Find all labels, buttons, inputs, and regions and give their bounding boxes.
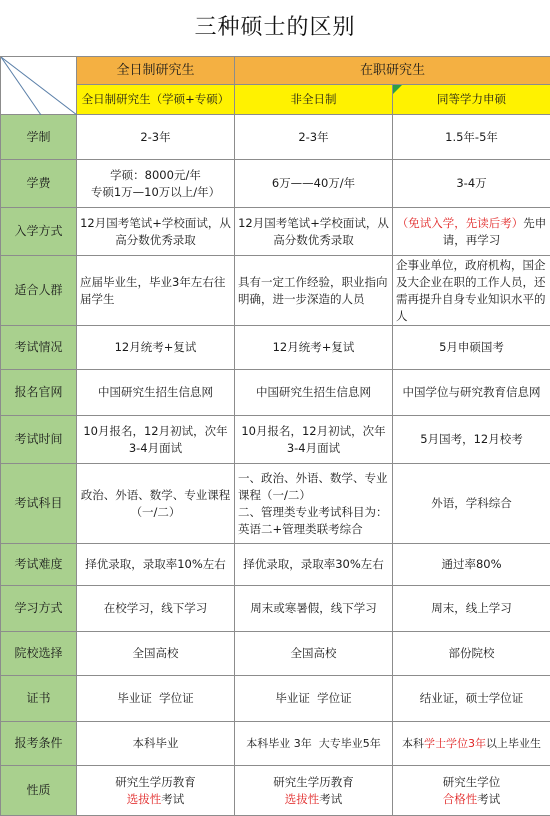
green-corner-flag-icon xyxy=(393,85,403,95)
cell: 1.5年-5年 xyxy=(393,115,550,160)
row-label-certificate: 证书 xyxy=(1,676,77,722)
cell xyxy=(77,766,235,816)
cell-line: 研究生学历教育 xyxy=(273,774,354,789)
cell xyxy=(77,160,235,208)
cell-text: 以上毕业生 xyxy=(486,737,541,750)
cell-text: 考试 xyxy=(477,791,501,806)
cell: 10月报名，12月初试，次年3-4月面试 xyxy=(235,416,393,464)
row-label-audience: 适合人群 xyxy=(1,256,77,326)
corner-cell xyxy=(1,57,77,115)
highlight-text: 选拔性 xyxy=(284,791,320,806)
header-inservice: 在职研究生 xyxy=(235,57,550,85)
cell-line: 学硕：8000元/年 xyxy=(110,167,201,182)
cell-line: 研究生学位 xyxy=(442,774,501,789)
highlight-text: 学士学位3年 xyxy=(424,737,486,750)
cell: 6万——40万/年 xyxy=(235,160,393,208)
cell-line xyxy=(80,791,231,808)
cell: 企事业单位，政府机构，国企及大企业在职的工作人员，还需再提升自身专业知识水平的人 xyxy=(393,256,550,326)
row-label-exam-time: 考试时间 xyxy=(1,416,77,464)
comparison-table xyxy=(0,56,550,816)
highlight-text: 选拔性 xyxy=(126,791,162,806)
cell-text: 先申请，再学习 xyxy=(442,215,547,247)
row-label-schools: 院校选择 xyxy=(1,632,77,676)
cell: 5月国考，12月校考 xyxy=(393,416,550,464)
cell: 本科毕业 xyxy=(77,722,235,766)
cell: 在校学习，线下学习 xyxy=(77,586,235,632)
cell-line: 专硕1万—10万以上/年） xyxy=(90,184,221,199)
cell: 毕业证 学位证 xyxy=(235,676,393,722)
row-label-exam-type: 考试情况 xyxy=(1,326,77,370)
subheader-fulltime: 全日制研究生（学硕+专硕） xyxy=(77,85,235,115)
cell: 部份院校 xyxy=(393,632,550,676)
row-label-admission: 入学方式 xyxy=(1,208,77,256)
cell: 中国研究生招生信息网 xyxy=(235,370,393,416)
cell: 具有一定工作经验，职业指向明确，进一步深造的人员 xyxy=(235,256,393,326)
row-label-tuition: 学费 xyxy=(1,160,77,208)
cell: 结业证，硕士学位证 xyxy=(393,676,550,722)
cell: 政治、外语、数学、专业课程（一/二） xyxy=(77,464,235,544)
highlight-text: （免试入学，先读后考） xyxy=(396,215,524,230)
cell: 外语，学科综合 xyxy=(393,464,550,544)
row-label-website: 报名官网 xyxy=(1,370,77,416)
cell: 应届毕业生，毕业3年左右往届学生 xyxy=(77,256,235,326)
cell: 全国高校 xyxy=(77,632,235,676)
cell: 5月申硕国考 xyxy=(393,326,550,370)
row-label-study-mode: 学习方式 xyxy=(1,586,77,632)
cell: 择优录取，录取率30%左右 xyxy=(235,544,393,586)
header-fulltime: 全日制研究生 xyxy=(77,57,235,85)
cell: 3-4万 xyxy=(393,160,550,208)
cell-text: 本科 xyxy=(402,737,424,750)
cell: 10月报名，12月初试，次年3-4月面试 xyxy=(77,416,235,464)
cell: 周末或寒暑假，线下学习 xyxy=(235,586,393,632)
cell: 中国研究生招生信息网 xyxy=(77,370,235,416)
subheader-equivalent xyxy=(393,85,550,115)
cell xyxy=(235,766,393,816)
cell: 择优录取，录取率10%左右 xyxy=(77,544,235,586)
row-label-eligibility: 报考条件 xyxy=(1,722,77,766)
cell: 周末，线上学习 xyxy=(393,586,550,632)
cell-line: 研究生学历教育 xyxy=(115,774,196,789)
cell: 通过率80% xyxy=(393,544,550,586)
cell: 12月国考笔试+学校面试，从高分数优秀录取 xyxy=(77,208,235,256)
diagonal-divider xyxy=(1,57,77,115)
row-label-duration: 学制 xyxy=(1,115,77,160)
row-label-difficulty: 考试难度 xyxy=(1,544,77,586)
cell: 中国学位与研究教育信息网 xyxy=(393,370,550,416)
cell-line xyxy=(396,791,547,808)
cell xyxy=(393,766,550,816)
page-title: 三种硕士的区别 xyxy=(194,15,356,40)
cell-text: 考试 xyxy=(319,791,343,806)
cell: 本科毕业 3年 大专毕业5年 xyxy=(235,722,393,766)
cell: 2-3年 xyxy=(77,115,235,160)
cell: 12月统考+复试 xyxy=(77,326,235,370)
cell-text: 考试 xyxy=(161,791,185,806)
cell: 2-3年 xyxy=(235,115,393,160)
cell: 12月统考+复试 xyxy=(235,326,393,370)
cell: 12月国考笔试+学校面试，从高分数优秀录取 xyxy=(235,208,393,256)
row-label-subjects: 考试科目 xyxy=(1,464,77,544)
cell: 一、政治、外语、数学、专业课程（一/二） 二、管理类专业考试科目为：英语二+管理类联考综合 xyxy=(235,464,393,544)
highlight-text: 合格性 xyxy=(442,791,478,806)
subheader-equivalent-label: 同等学力申硕 xyxy=(437,92,506,106)
cell: 毕业证 学位证 xyxy=(77,676,235,722)
cell xyxy=(393,208,550,256)
cell-line xyxy=(238,791,389,808)
cell: 全国高校 xyxy=(235,632,393,676)
row-label-nature: 性质 xyxy=(1,766,77,816)
subheader-parttime: 非全日制 xyxy=(235,85,393,115)
cell xyxy=(393,722,550,766)
